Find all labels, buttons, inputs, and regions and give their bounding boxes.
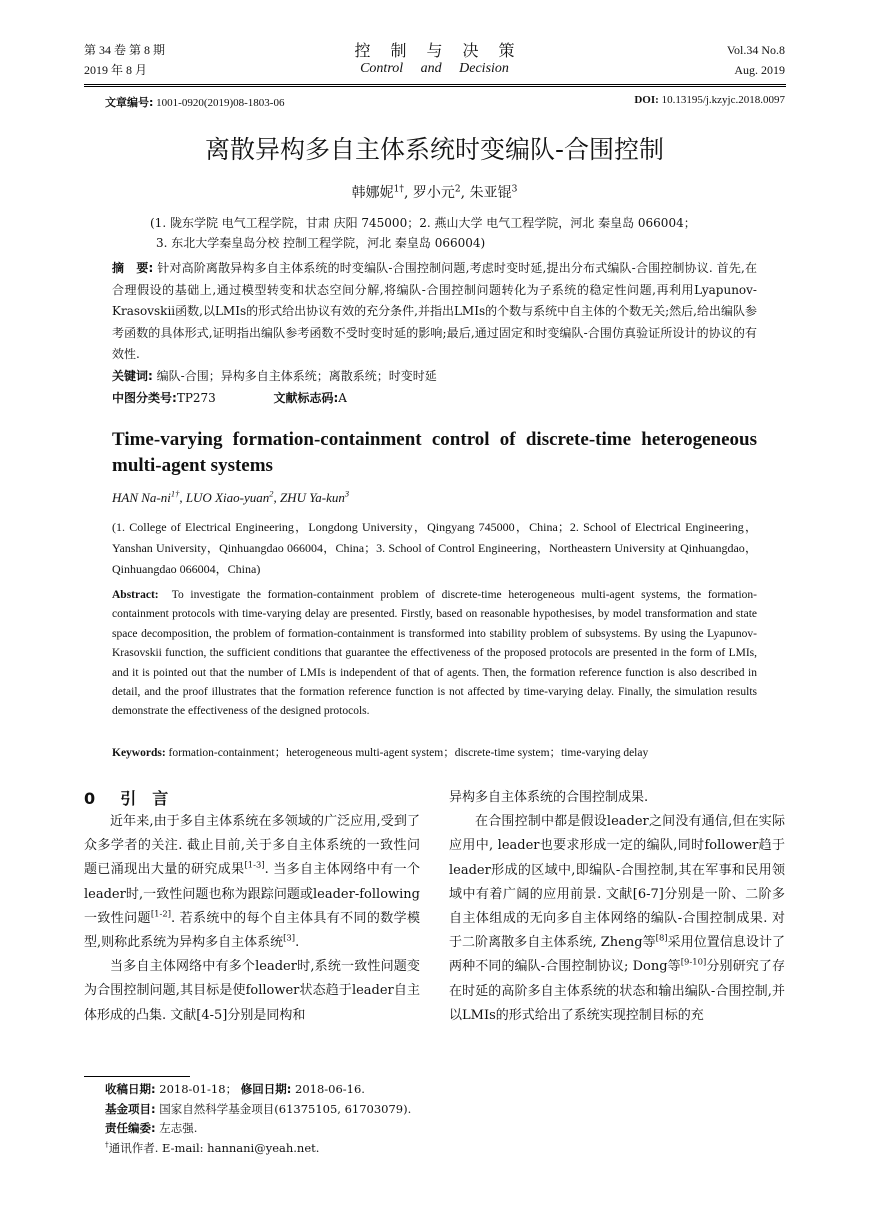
header-rule [84,84,786,85]
body-left-column [84,810,420,1028]
volume-issue: 第 34 卷 第 8 期 [84,43,166,57]
abstract-en-label: Abstract: [112,589,159,601]
classification-cn: 中图分类号:TP273 文献标志码:A [112,391,347,405]
footnote-editor: 责任编委: 左志强. [105,1121,198,1135]
abstract-cn-text: 针对高阶离散异构多自主体系统的时变编队-合围控制问题,考虑时变时延,提出分布式编队-合围控制协议. 首先,在合理假设的基础上,通过模型转变和状态空间分解,将编队-合围控制问题转化为子系统的稳定性问题,再利用Lyapunov-Krasovskii函数,以LMIs的形式给出协议有效的充分条件,并指出LMIs的个数与系统中自主体的个数无关;然后,给出编队参考函数的具体形式,证明指出编队参考函数不受时变时延的影响;最后,通过固定和时变编队-合围仿真验证所设计的协议的有效性. [112,261,757,361]
publication-date-en: Aug. 2019 [734,63,785,77]
affiliations-en: (1. College of Electrical Engineering，Longdong University，Qingyang 745000，China；2. School of Electrical Engineering，Yanshan University，Qinhuangdao 066004，China；3. School of Control Engineering，Northeastern University at Qinhuangdao，Qinhuangdao 066004，China) [112,520,757,576]
journal-title-en: Control and Decision [360,61,509,76]
paragraph: 当多自主体网络中有多个leader时,系统一致性问题变为合围控制问题,其目标是使follower状态趋于leader自主体形成的凸集. 文献[4-5]分别是同构和 [84,959,420,1023]
abstract-cn-label: 摘 要: [112,261,154,275]
keywords-en: Keywords: formation-containment；heterogeneous multi-agent system；discrete-time system；time-varying delay [112,747,649,759]
doi: DOI: 10.13195/j.kzyjc.2018.0097 [634,94,785,106]
footnote-corresponding: †通讯作者. E-mail: hannani@yeah.net. [105,1139,320,1155]
article-number: 文章编号: 1001-0920(2019)08-1803-06 [105,96,285,109]
publication-date: 2019 年 8 月 [84,63,148,77]
authors-en: HAN $Na-ni^{1\dagger}$, LUO Xiao-yuan$^2$, ZHU Ya-kun$^3$ [112,488,350,505]
abstract-en-text: To investigate the formation-containment problem of discrete-time heterogeneous multi-agent systems, the formation-containment protocols with time-varying delay are presented. Firstly, based on reasonable hypothesises, by model transformation and state space decomposition, the problem of formation-containment is transformed into stability problem of subsystems. By using the Lyapunov-Krasovskii function, the sufficient conditions that guarantee the effectiveness of the proposed protocols are presented in the form of LMIs, and it is pointed out that the number of LMIs is independent of that of agents. Then, the formation reference function is also described in detail, and the proof illustrates that the formation reference function is not affected by time-varying delay. Finally, the simulation results demonstrate the effectiveness of the designed protocols. [112,589,757,718]
abstract-en [112,586,757,722]
author-3: 朱亚锟 [469,185,512,201]
footnotes [105,1080,411,1158]
paragraph: 近年来,由于多自主体系统在多领域的广泛应用,受到了众多学者的关注. 截止目前,关于多自主体系统的一致性问题已涌现出大量的研究成果[1-3]. 当多自主体网络中有一个leader时,一致性问题也称为跟踪问题或leader-following一致性问题[1-2]. 若系统中的每个自主体具有不同的数学模型,则称此系统为异构多自主体系统[3]. [84,814,420,951]
authors-cn: 韩娜妮$^{1\dagger}$, 罗小元$^2$, 朱亚锟$^3$ [351,184,518,201]
header-rule-2 [84,86,786,87]
body-right-column [449,786,785,1028]
author-2: 罗小元 [412,185,455,201]
footnote-rule [84,1076,190,1077]
section-heading: 0 引 言 [84,789,169,808]
footnote-fund: 基金项目: 国家自然科学基金项目(61375105, 61703079). [105,1101,412,1116]
author-1: 韩娜妮 [351,185,394,201]
header-right [727,40,785,80]
paper-title-cn: 离散异构多自主体系统时变编队-合围控制 [204,135,665,164]
keywords-cn: 关键词: 编队-合围；异构多自主体系统；离散系统；时变时延 [112,369,437,383]
footnote-dates: 收稿日期: 2018-01-18； 修回日期: 2018-06-16. [105,1082,365,1096]
paragraph: 在合围控制中都是假设leader之间没有通信,但在实际应用中, leader也要求形成一定的编队,同时follower趋于leader形成的区域中,即编队-合围控制,其在军事和民用领域中有着广阔的应用前景. 文献[6-7]分别是一阶、二阶多自主体组成的无向多自主体网络的编队-合围控制成果. 对于二阶离散多自主体系统, Zheng等[8]采用位置信息设计了两种不同的编队-合围控制协议; Dong等[9-10]分别研究了存在时延的高阶多自主体系统的状态和输出编队-合围控制,并以LMIs的形式给出了系统实现控制目标的充 [449,814,785,1023]
paragraph: 异构多自主体系统的合围控制成果. [449,790,649,805]
journal-title-cn: 控制与决策 [354,41,535,60]
affiliations-cn: (1. 陇东学院 电气工程学院，甘肃 庆阳 745000；2. 燕山大学 电气工程学院，河北 秦皇岛 066004； 3. 东北大学秦皇岛分校 控制工程学院，河北 秦皇岛 066004) [150,216,696,250]
abstract-cn [112,258,757,366]
paper-title-en: Time-varying formation-containment control of discrete-time heterogeneous multi-agent systems [112,429,757,476]
volume-issue-en: Vol.34 No.8 [726,43,785,57]
